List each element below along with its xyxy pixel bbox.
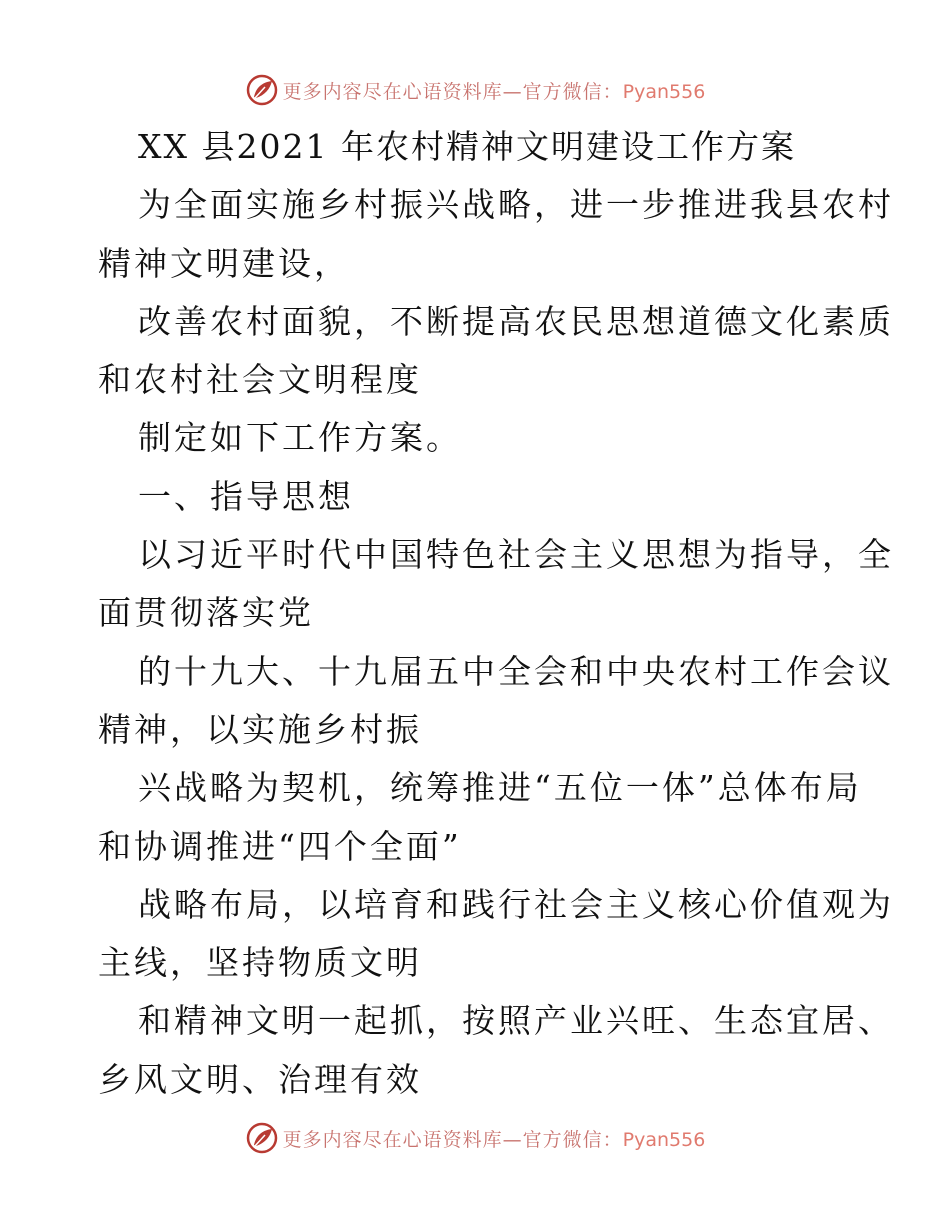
- watermark-account: Pyan556: [622, 1128, 706, 1151]
- watermark-text: 更多内容尽在心语资料库—官方微信：: [282, 1128, 623, 1151]
- paragraph-line: 和精神文明一起抓，按照产业兴旺、生态宜居、: [138, 1001, 894, 1041]
- paragraph-line: 精神，以实施乡村振: [98, 709, 422, 749]
- paragraph-line: 精神文明建设，: [98, 243, 350, 283]
- header-watermark: [0, 70, 950, 110]
- paragraph-line: 为全面实施乡村振兴战略，进一步推进我县农村: [138, 185, 894, 225]
- paragraph-line: 战略布局，以培育和践行社会主义核心价值观为: [138, 884, 894, 924]
- footer-watermark: [0, 1118, 950, 1158]
- paragraph-line: 面贯彻落实党: [98, 593, 314, 633]
- paragraph-line: 和协调推进“四个全面”: [98, 826, 462, 866]
- paragraph-line: 的十九大、十九届五中全会和中央农村工作会议: [138, 651, 894, 691]
- paragraph-line: 制定如下工作方案。: [138, 418, 462, 458]
- leaf-logo-icon: [245, 73, 279, 107]
- watermark-text: 更多内容尽在心语资料库—官方微信：: [282, 80, 623, 103]
- section-heading: 一、指导思想: [138, 476, 354, 516]
- leaf-logo-icon: [245, 1121, 279, 1155]
- watermark-account: Pyan556: [622, 80, 706, 103]
- paragraph-line: 和农村社会文明程度: [98, 360, 422, 400]
- paragraph-line: 改善农村面貌，不断提高农民思想道德文化素质: [138, 301, 894, 341]
- paragraph-line: 主线，坚持物质文明: [98, 943, 422, 983]
- paragraph-line: 兴战略为契机，统筹推进“五位一体”总体布局: [138, 768, 862, 808]
- paragraph-line: 以习近平时代中国特色社会主义思想为指导，全: [138, 535, 894, 575]
- paragraph-line: 乡风文明、治理有效: [98, 1059, 422, 1099]
- document-title: XX 县2021 年农村精神文明建设工作方案: [138, 127, 796, 166]
- document-body: [98, 118, 894, 1109]
